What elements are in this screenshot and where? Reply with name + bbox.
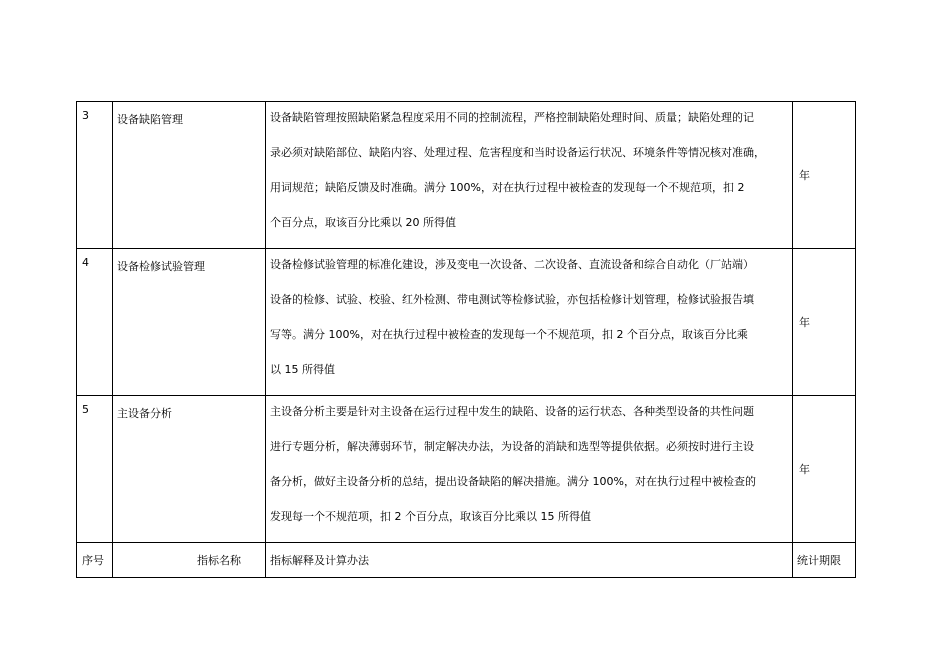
table-row [77, 396, 856, 543]
table-row [77, 249, 856, 396]
description-line: 备分析，做好主设备分析的总结，提出设备缺陷的解决措施。满分 100%，对在执行过程中被检查的 [270, 475, 756, 488]
indicator-name: 设备缺陷管理 [113, 102, 266, 249]
indicator-description [266, 249, 793, 396]
indicator-name: 主设备分析 [113, 396, 266, 543]
indicator-table [76, 101, 856, 578]
table-header-row [77, 543, 856, 578]
header-number: 序号 [77, 543, 113, 578]
header-period: 统计期限 [793, 543, 856, 578]
description-line: 设备的检修、试验、校验、红外检测、带电测试等检修试验，亦包括检修计划管理，检修试验报告填 [270, 293, 754, 306]
description-line: 设备检修试验管理的标准化建设，涉及变电一次设备、二次设备、直流设备和综合自动化（厂站端） [270, 258, 754, 271]
description-line: 发现每一个不规范项，扣 2 个百分点，取该百分比乘以 15 所得值 [270, 510, 591, 523]
description-line: 录必须对缺陷部位、缺陷内容、处理过程、危害程度和当时设备运行状况、环境条件等情况核对准确， [270, 146, 765, 159]
indicator-name: 设备检修试验管理 [113, 249, 266, 396]
header-indicator-name: 指标名称 [113, 543, 266, 578]
statistics-period: 年 [793, 102, 856, 249]
description-line: 进行专题分析，解决薄弱环节，制定解决办法，为设备的消缺和选型等提供依据。必须按时进行主设 [270, 440, 754, 453]
header-description: 指标解释及计算办法 [266, 543, 793, 578]
statistics-period: 年 [793, 396, 856, 543]
description-line: 主设备分析主要是针对主设备在运行过程中发生的缺陷、设备的运行状态、各种类型设备的共性问题 [270, 405, 754, 418]
row-number: 5 [77, 396, 113, 543]
row-number: 3 [77, 102, 113, 249]
indicator-description [266, 396, 793, 543]
description-line: 写等。满分 100%，对在执行过程中被检查的发现每一个不规范项，扣 2 个百分点，取该百分比乘 [270, 328, 748, 341]
description-line: 以 15 所得值 [270, 363, 335, 376]
description-line: 用词规范；缺陷反馈及时准确。满分 100%，对在执行过程中被检查的发现每一个不规范项，扣 2 [270, 181, 745, 194]
indicator-description [266, 102, 793, 249]
description-line: 设备缺陷管理按照缺陷紧急程度采用不同的控制流程，严格控制缺陷处理时间、质量；缺陷处理的记 [270, 111, 754, 124]
table-row [77, 102, 856, 249]
statistics-period: 年 [793, 249, 856, 396]
row-number: 4 [77, 249, 113, 396]
description-line: 个百分点，取该百分比乘以 20 所得值 [270, 216, 456, 229]
